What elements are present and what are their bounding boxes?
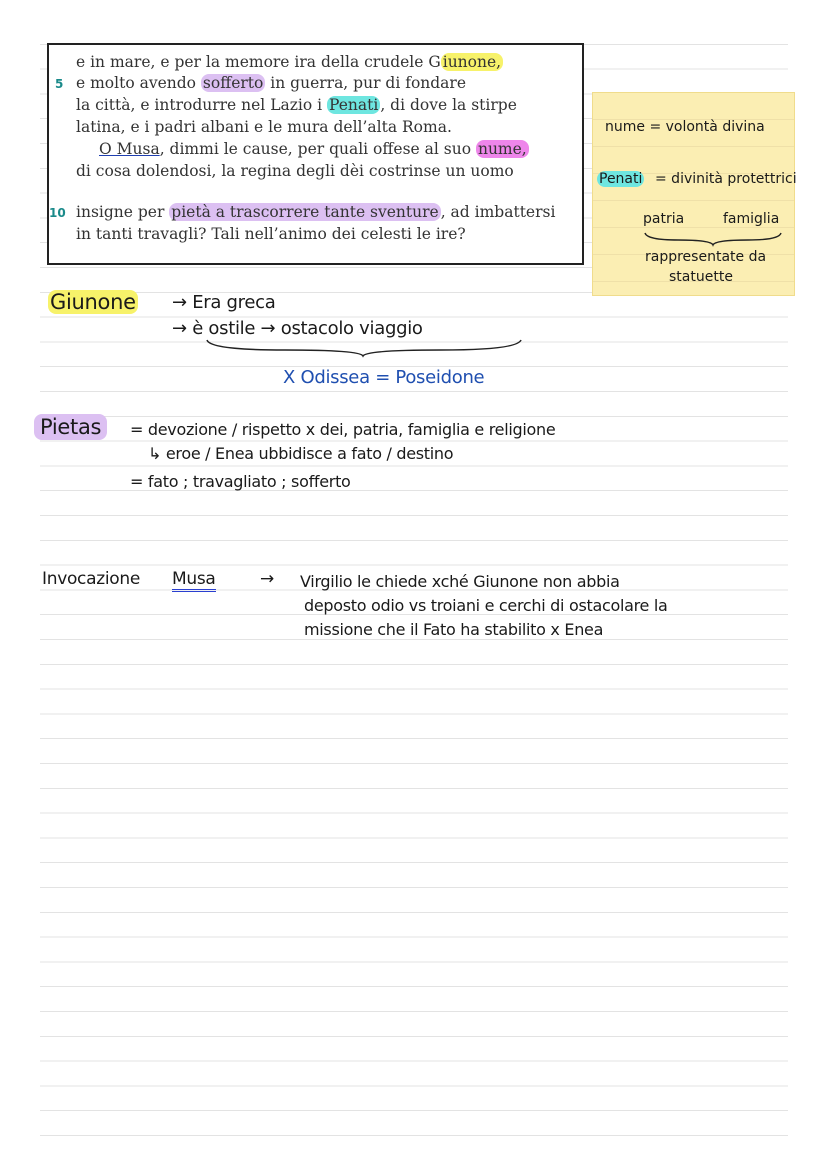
- note-line: statuette: [669, 269, 733, 285]
- text-line: e in mare, e per la memore ira della crudele G iunone,: [76, 53, 502, 71]
- brace-icon: [643, 231, 783, 247]
- heading-giunone: Giunone: [50, 290, 136, 314]
- note-line: X Odissea = Poseidone: [283, 367, 485, 388]
- text-line: in tanti travagli? Tali nell’animo dei celesti le ire?: [76, 225, 466, 243]
- note-line: missione che il Fato ha stabilito x Enea: [304, 620, 604, 639]
- note-line: = divinità protettrici: [655, 171, 797, 187]
- note-line: deposto odio vs troiani e cerchi di ostacolare la: [304, 596, 668, 615]
- text-line: di cosa dolendosi, la regina degli dèi costrinse un uomo: [76, 162, 514, 180]
- note-line: → è ostile → ostacolo viaggio: [172, 318, 423, 339]
- text-line: insigne per pietà a trascorrere tante sventure , ad imbattersi: [76, 203, 556, 221]
- note-line: = fato ; travagliato ; sofferto: [130, 472, 351, 491]
- sticky-note: [592, 92, 795, 296]
- note-patria: patria: [643, 211, 685, 227]
- note-line: rappresentate da: [645, 249, 767, 265]
- heading-musa: Musa: [172, 569, 216, 592]
- text-line: O Musa, dimmi le cause, per quali offese al suo nume,: [99, 140, 527, 158]
- text-line: e molto avendo sofferto in guerra, pur di fondare: [76, 74, 467, 92]
- arrow-icon: →: [260, 569, 274, 589]
- heading-invocazione: Invocazione: [42, 569, 140, 589]
- note-line: nume = volontà divina: [605, 119, 765, 135]
- note-famiglia: famiglia: [723, 211, 780, 227]
- text-line: la città, e introdurre nel Lazio i Penati , di dove la stirpe: [76, 96, 517, 114]
- line-number: 10: [49, 206, 66, 220]
- note-line: = devozione / rispetto x dei, patria, famiglia e religione: [130, 420, 556, 439]
- line-number: 5: [55, 77, 64, 91]
- textbook-excerpt: [47, 43, 584, 265]
- note-line: → Era greca: [172, 292, 276, 313]
- note-line: Virgilio le chiede xché Giunone non abbia: [300, 572, 620, 591]
- text-line: latina, e i padri albani e le mura dell’alta Roma.: [76, 118, 452, 136]
- note-line: ↳ eroe / Enea ubbidisce a fato / destino: [148, 444, 454, 463]
- brace-icon: [205, 338, 525, 358]
- heading-pietas: Pietas: [34, 414, 107, 440]
- note-penati: Penati: [599, 171, 643, 187]
